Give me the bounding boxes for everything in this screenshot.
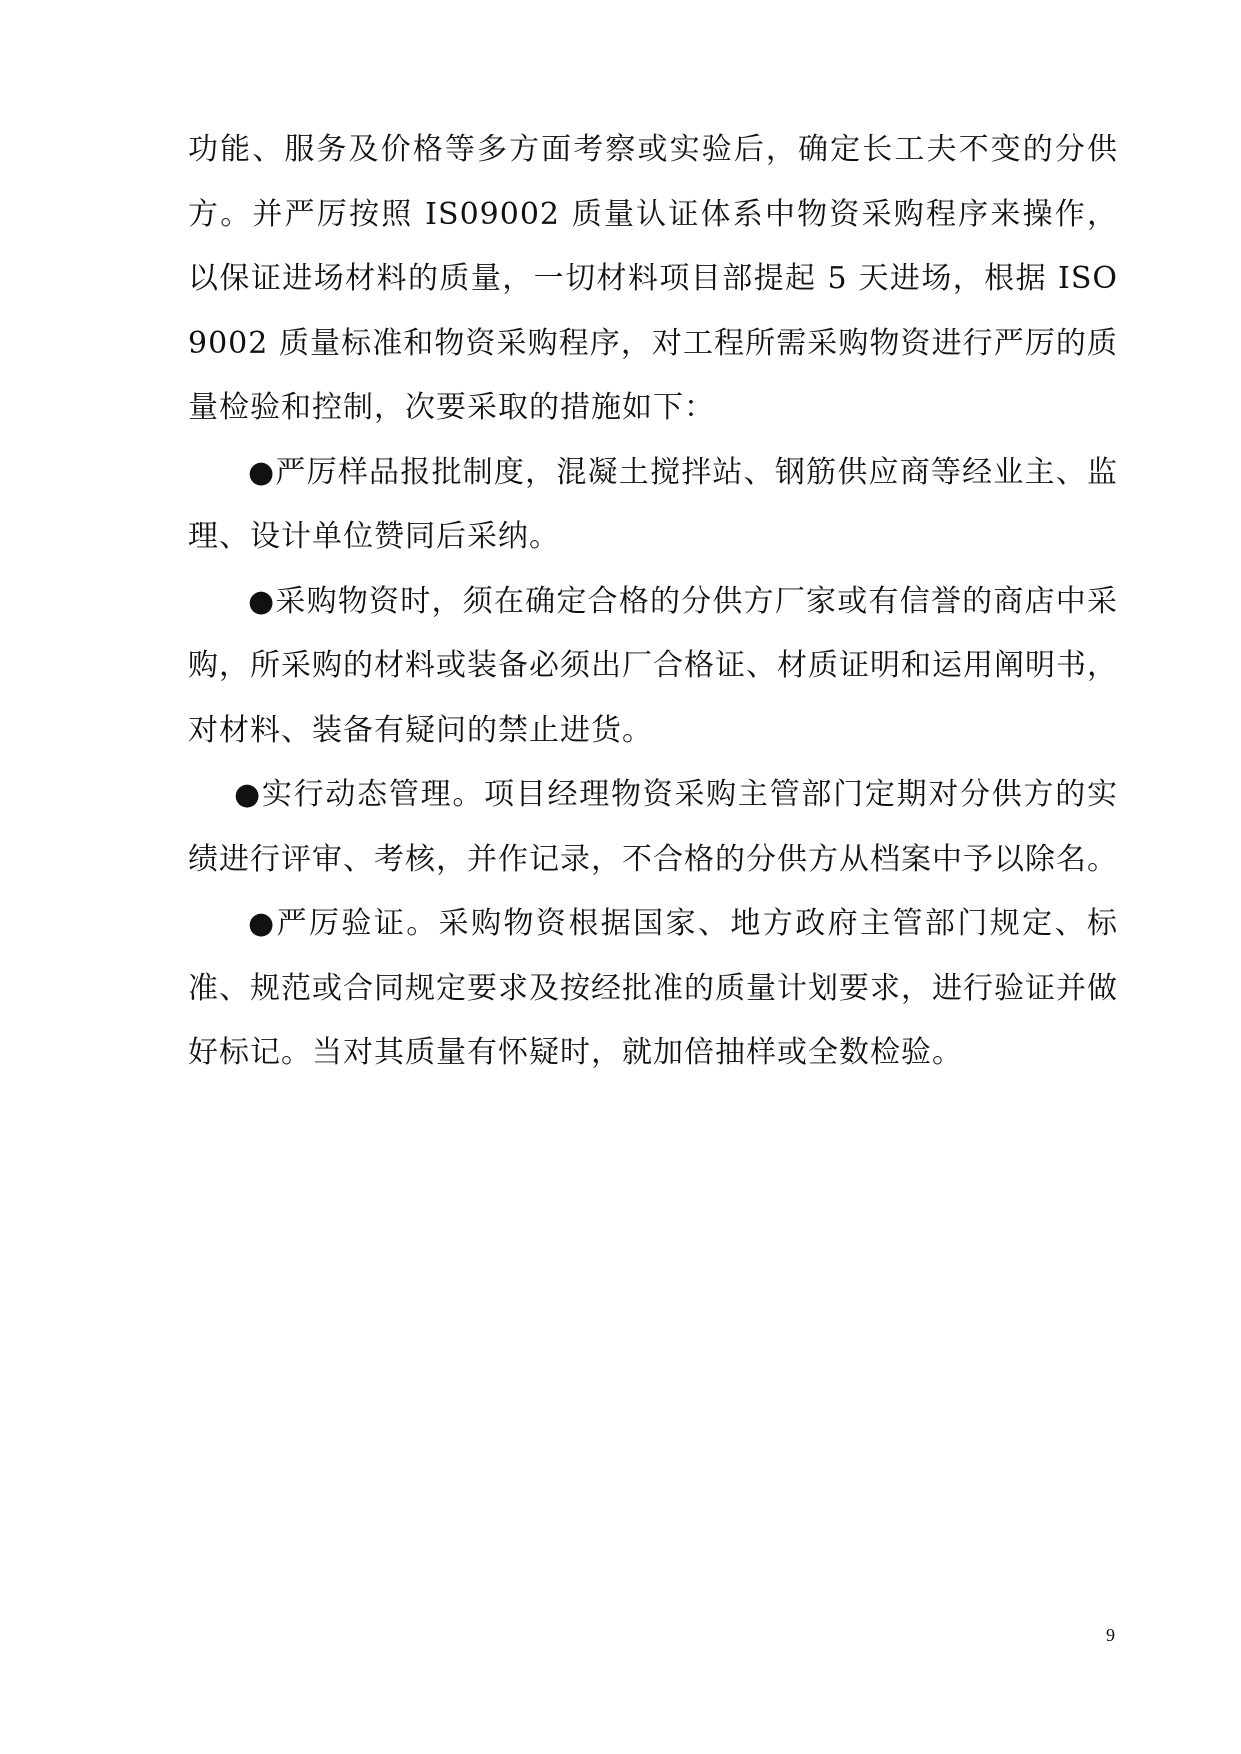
paragraph-strict-verification: ●严厉验证。采购物资根据国家、地方政府主管部门规定、标准、规范或合同规定要求及按经批准的质量计划要求，进行验证并做好标记。当对其质量有怀疑时，就加倍抽样或全数检验。	[188, 906, 1118, 1070]
page-number: 9	[1106, 1625, 1115, 1645]
body-text	[188, 118, 1118, 1086]
paragraph-sample-approval: ●严厉样品报批制度，混凝土搅拌站、钢筋供应商等经业主、监理、设计单位赞同后采纳。	[188, 454, 1118, 554]
paragraph-dynamic-management: ●实行动态管理。项目经理物资采购主管部门定期对分供方的实绩进行评审、考核，并作记录，不合格的分供方从档案中予以除名。	[188, 777, 1118, 877]
paragraph-purchase-requirements: ●采购物资时，须在确定合格的分供方厂家或有信誉的商店中采购，所采购的材料或装备必须出厂合格证、材质证明和运用阐明书，对材料、装备有疑问的禁止进货。	[188, 583, 1118, 748]
paragraph-continued-procurement: 功能、服务及价格等多方面考察或实验后，确定长工夫不变的分供方。并严厉按照 IS09002 质量认证体系中物资采购程序来操作，以保证进场材料的质量，一切材料项目部提起 5 天进场，根据 ISO 9002 质量标准和物资采购程序，对工程所需采购物资进行严厉的质量检验和控制，次要采取的措施如下：	[188, 132, 1118, 425]
